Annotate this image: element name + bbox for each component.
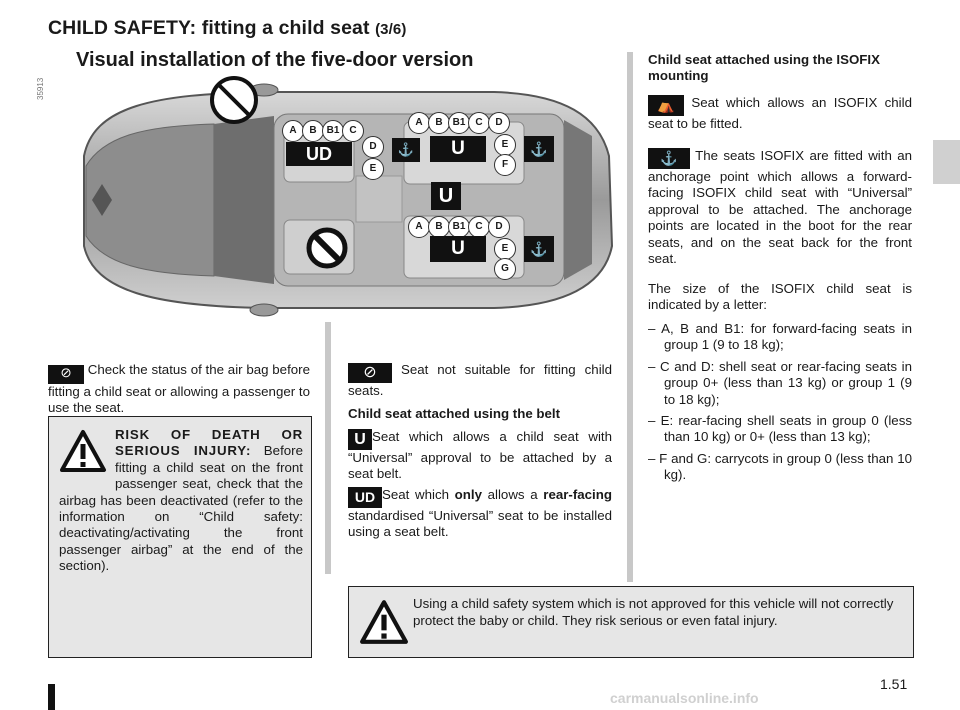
warning-body-text: Before fitting a child seat on the front passenger seat, check that the airbag has been deactivated (refer to the information on “Child safety: deactivating/activating the front passenger airbag” at the end of the section). <box>59 443 303 574</box>
car-figure <box>64 76 620 322</box>
u-badge-centre: U <box>431 182 461 210</box>
list-item: – A, B and B1: for forward-facing seats in group 1 (9 to 18 kg); <box>648 321 912 353</box>
isofix-seat-icon: ⛺ <box>648 95 684 116</box>
size-circle: C <box>468 216 490 238</box>
u-badge: U <box>430 136 486 162</box>
not-suitable-note <box>348 362 612 399</box>
ud-text-rear: rear-facing <box>543 487 612 502</box>
size-list <box>648 321 912 489</box>
size-circle: F <box>494 154 516 176</box>
size-circle: A <box>408 216 430 238</box>
size-circle: B <box>302 120 324 142</box>
list-item: – E: rear-facing shell seats in group 0 (less than 10 kg) or 0+ (less than 13 kg); <box>648 413 912 445</box>
ud-text-1: Seat which <box>382 487 455 502</box>
rear-facing-note <box>348 487 612 541</box>
death-risk-warning-box <box>48 416 312 658</box>
ud-badge: UD <box>286 142 352 166</box>
section-heading: Visual installation of the five-door version <box>76 49 474 71</box>
ud-text-2: allows a <box>481 487 544 502</box>
isofix-seat-note <box>648 95 912 132</box>
title-text: CHILD SAFETY: fitting a child seat <box>48 17 376 39</box>
list-item: – F and G: carrycots in group 0 (less than 10 kg). <box>648 450 912 483</box>
size-intro: The size of the ISOFIX child seat is indicated by a letter: <box>648 281 912 313</box>
watermark: carmanualsonline.info <box>610 690 759 706</box>
ud-text-only: only <box>454 487 482 502</box>
size-circle: A <box>408 112 430 134</box>
size-circle: A <box>282 120 304 142</box>
u-icon: U <box>348 429 372 450</box>
size-circle: E <box>362 158 384 180</box>
warning-triangle-icon <box>359 599 409 645</box>
size-circle: B <box>428 112 450 134</box>
approval-warning-text: Using a child safety system which is not approved for this vehicle will not correctly protect the baby or child. They risk serious or even fatal injury. <box>413 596 894 628</box>
isofix-anchor-icon: ⚓ <box>524 136 554 162</box>
warning-text <box>59 427 303 575</box>
column-divider-right <box>627 52 633 582</box>
page-number: 1.51 <box>880 676 908 692</box>
isofix-anchor-text: The seats ISOFIX are fitted with an anchorage point which allows a forward-facing ISOFIX child seat with “Universal” approval to be attached. The anchorage points are located in the boot for the rear seats, and on the seat back for the front seat. <box>648 148 912 267</box>
ud-icon: UD <box>348 487 382 508</box>
list-item: – C and D: shell seat or rear-facing seats in group 0+ (less than 13 kg) or group 1 (9 to 18 kg); <box>648 358 912 407</box>
approval-warning-box <box>348 586 914 658</box>
edge-marker <box>48 684 55 710</box>
u-badge: U <box>430 236 486 262</box>
warning-bold-text: RISK OF DEATH OR SERIOUS INJURY: <box>115 427 303 459</box>
ud-text-3: standardised “Universal” seat to be installed using a seat belt. <box>348 508 612 540</box>
size-circle: B <box>428 216 450 238</box>
universal-note <box>348 429 612 483</box>
size-circle: C <box>342 120 364 142</box>
no-entry-icon: ⊘ <box>348 363 392 383</box>
page-title <box>48 17 406 40</box>
isofix-seat-text: Seat which allows an ISOFIX child seat to be fitted. <box>648 95 912 131</box>
size-circle: B1 <box>448 112 470 134</box>
isofix-heading: Child seat attached using the ISOFIX mounting <box>648 52 880 84</box>
size-circle: B1 <box>322 120 344 142</box>
not-suitable-text: Seat not suitable for fitting child seats. <box>348 362 612 398</box>
size-circle: D <box>362 136 384 158</box>
column-divider-left <box>325 322 331 574</box>
airbag-note-text: Check the status of the air bag before fitting a child seat or allowing a passenger to use the seat. <box>48 362 310 416</box>
universal-text: Seat which allows a child seat with “Universal” approval to be attached by a seat belt. <box>348 429 612 482</box>
isofix-anchor-icon: ⚓ <box>524 236 554 262</box>
airbag-note <box>48 362 310 417</box>
title-part: (3/6) <box>375 21 407 38</box>
isofix-anchor-icon: ⚓ <box>648 148 690 169</box>
car-illustration <box>64 76 620 322</box>
figure-id: 35913 <box>36 77 45 100</box>
isofix-anchor-icon: ⚓ <box>392 138 420 162</box>
size-circle: G <box>494 258 516 280</box>
airbag-warning-icon: ⊘ <box>48 365 84 384</box>
size-circle: E <box>494 134 516 156</box>
size-circle: C <box>468 112 490 134</box>
size-circle: E <box>494 238 516 260</box>
side-tab <box>933 140 960 184</box>
belt-heading: Child seat attached using the belt <box>348 406 561 421</box>
size-circle: B1 <box>448 216 470 238</box>
isofix-anchor-note <box>648 148 912 267</box>
size-circle: D <box>488 112 510 134</box>
size-circle: D <box>488 216 510 238</box>
